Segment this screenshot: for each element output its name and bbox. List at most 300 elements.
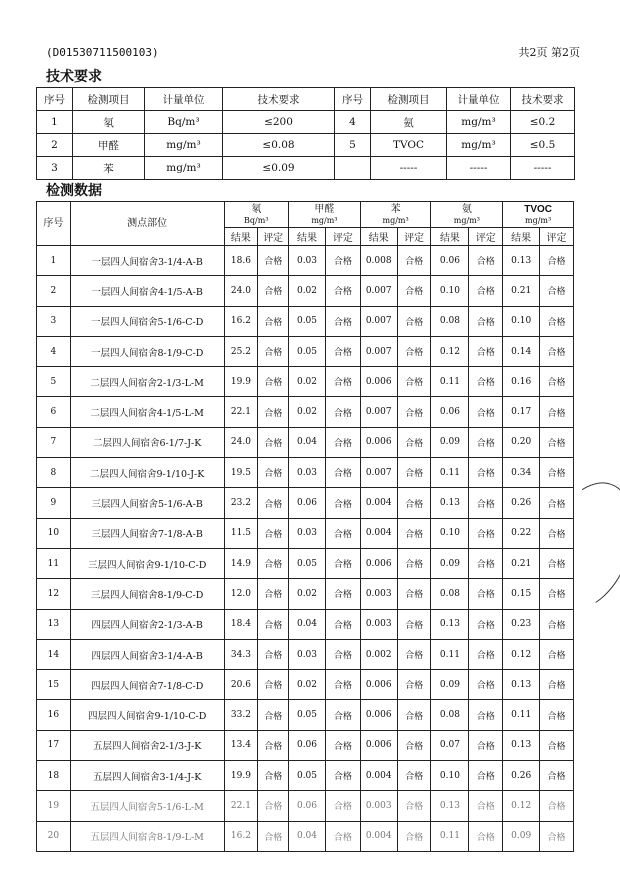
item-header-ammonia: 氨 mg/m³ [431, 202, 503, 228]
result-cell: 22.1 [224, 791, 258, 821]
req-cell: mg/m³ [145, 157, 223, 180]
result-cell: 0.09 [431, 670, 469, 700]
row-location: 四层四人间宿舍7-1/8-C-D [70, 670, 224, 700]
row-location: 一层四人间宿舍3-1/4-A-B [70, 246, 224, 276]
row-seq: 17 [37, 730, 71, 760]
table-row [37, 488, 574, 518]
result-cell: 0.006 [360, 670, 397, 700]
row-location: 二层四人间宿舍9-1/10-J-K [70, 458, 224, 488]
req-cell: 4 [335, 111, 371, 134]
table-row [37, 761, 574, 791]
evaluation-cell: 合格 [397, 730, 431, 760]
result-cell: 0.06 [431, 246, 469, 276]
evaluation-cell: 合格 [325, 761, 360, 791]
row-location: 三层四人间宿舍9-1/10-C-D [70, 548, 224, 578]
result-cell: 0.05 [289, 700, 326, 730]
result-cell: 19.9 [224, 761, 258, 791]
evaluation-cell: 合格 [258, 700, 289, 730]
row-seq: 15 [37, 670, 71, 700]
report-code: (D01530711500103) [46, 46, 159, 59]
result-cell: 0.05 [289, 306, 326, 336]
result-cell: 11.5 [224, 518, 258, 548]
table-row [37, 276, 574, 306]
result-cell: 0.006 [360, 367, 397, 397]
evaluation-cell: 合格 [325, 730, 360, 760]
evaluation-cell: 合格 [469, 397, 503, 427]
evaluation-cell: 合格 [469, 791, 503, 821]
result-cell: 0.14 [503, 336, 540, 366]
evaluation-cell: 合格 [469, 609, 503, 639]
result-cell: 0.26 [503, 488, 540, 518]
result-cell: 0.10 [431, 518, 469, 548]
evaluation-cell: 合格 [397, 639, 431, 669]
row-seq: 10 [37, 518, 71, 548]
result-cell: 0.02 [289, 367, 326, 397]
evaluation-cell: 合格 [325, 821, 360, 851]
evaluation-cell: 合格 [540, 427, 574, 457]
result-cell: 0.002 [360, 639, 397, 669]
evaluation-cell: 合格 [397, 609, 431, 639]
evaluation-cell: 合格 [397, 670, 431, 700]
row-location: 五层四人间宿舍2-1/3-J-K [70, 730, 224, 760]
evaluation-cell: 合格 [325, 397, 360, 427]
req-cell: 1 [37, 111, 73, 134]
row-location: 二层四人间宿舍6-1/7-J-K [70, 427, 224, 457]
result-cell: 0.007 [360, 276, 397, 306]
evaluation-cell: 合格 [325, 700, 360, 730]
evaluation-cell: 合格 [469, 579, 503, 609]
result-cell: 0.08 [431, 579, 469, 609]
evaluation-cell: 合格 [469, 336, 503, 366]
row-seq: 9 [37, 488, 71, 518]
evaluation-cell: 合格 [540, 306, 574, 336]
req-col-header: 检测项目 [73, 88, 145, 111]
row-seq: 18 [37, 761, 71, 791]
row-seq: 11 [37, 548, 71, 578]
row-location: 一层四人间宿舍4-1/5-A-B [70, 276, 224, 306]
evaluation-cell: 合格 [325, 548, 360, 578]
req-cell: mg/m³ [447, 134, 511, 157]
evaluation-cell: 合格 [469, 700, 503, 730]
evaluation-cell: 合格 [397, 791, 431, 821]
result-cell: 13.4 [224, 730, 258, 760]
evaluation-cell: 合格 [469, 670, 503, 700]
result-cell: 0.06 [289, 488, 326, 518]
req-cell: ----- [371, 157, 447, 180]
col-seq-header: 序号 [37, 202, 71, 246]
evaluation-cell: 合格 [258, 518, 289, 548]
table-row [37, 639, 574, 669]
result-cell: 23.2 [224, 488, 258, 518]
row-location: 一层四人间宿舍8-1/9-C-D [70, 336, 224, 366]
result-cell: 0.26 [503, 761, 540, 791]
row-seq: 6 [37, 397, 71, 427]
evaluation-cell: 合格 [540, 761, 574, 791]
result-cell: 0.03 [289, 518, 326, 548]
row-location: 三层四人间宿舍5-1/6-A-B [70, 488, 224, 518]
table-row [37, 397, 574, 427]
evaluation-cell: 合格 [397, 367, 431, 397]
result-cell: 0.03 [289, 458, 326, 488]
evaluation-cell: 合格 [325, 518, 360, 548]
req-cell: 5 [335, 134, 371, 157]
req-cell: 2 [37, 134, 73, 157]
evaluation-cell: 合格 [258, 548, 289, 578]
evaluation-cell: 合格 [540, 670, 574, 700]
req-cell: 3 [37, 157, 73, 180]
result-cell: 20.6 [224, 670, 258, 700]
table-row [37, 246, 574, 276]
evaluation-cell: 合格 [258, 336, 289, 366]
evaluation-header: 评定 [397, 228, 431, 246]
row-location: 三层四人间宿舍7-1/8-A-B [70, 518, 224, 548]
result-header: 结果 [224, 228, 258, 246]
evaluation-cell: 合格 [258, 639, 289, 669]
row-location: 三层四人间宿舍8-1/9-C-D [70, 579, 224, 609]
result-cell: 0.17 [503, 397, 540, 427]
result-cell: 0.20 [503, 427, 540, 457]
result-cell: 0.007 [360, 458, 397, 488]
result-cell: 34.3 [224, 639, 258, 669]
result-cell: 0.06 [431, 397, 469, 427]
result-cell: 0.03 [289, 639, 326, 669]
evaluation-cell: 合格 [540, 336, 574, 366]
result-cell: 0.21 [503, 548, 540, 578]
req-col-header: 检测项目 [371, 88, 447, 111]
result-cell: 0.003 [360, 791, 397, 821]
evaluation-cell: 合格 [258, 427, 289, 457]
result-cell: 0.07 [431, 730, 469, 760]
result-cell: 0.21 [503, 276, 540, 306]
table-row [37, 609, 574, 639]
result-cell: 0.007 [360, 336, 397, 366]
evaluation-cell: 合格 [397, 579, 431, 609]
evaluation-cell: 合格 [469, 276, 503, 306]
req-col-header: 技术要求 [223, 88, 335, 111]
req-cell: ≤0.08 [223, 134, 335, 157]
table-row [37, 670, 574, 700]
evaluation-cell: 合格 [469, 246, 503, 276]
evaluation-cell: 合格 [540, 821, 574, 851]
evaluation-cell: 合格 [469, 639, 503, 669]
evaluation-cell: 合格 [325, 609, 360, 639]
evaluation-cell: 合格 [540, 609, 574, 639]
req-cell: ----- [447, 157, 511, 180]
result-cell: 0.34 [503, 458, 540, 488]
table-row [37, 548, 574, 578]
result-cell: 0.13 [431, 609, 469, 639]
evaluation-cell: 合格 [258, 670, 289, 700]
requirements-title: 技术要求 [46, 69, 102, 85]
requirements-table [36, 87, 575, 180]
evaluation-cell: 合格 [540, 548, 574, 578]
req-col-header: 计量单位 [447, 88, 511, 111]
result-cell: 0.006 [360, 700, 397, 730]
evaluation-cell: 合格 [397, 700, 431, 730]
result-cell: 0.12 [503, 639, 540, 669]
evaluation-cell: 合格 [469, 488, 503, 518]
evaluation-cell: 合格 [469, 761, 503, 791]
evaluation-cell: 合格 [258, 579, 289, 609]
table-row [37, 306, 574, 336]
req-cell: ≤0.09 [223, 157, 335, 180]
evaluation-cell: 合格 [540, 458, 574, 488]
table-row [37, 700, 574, 730]
req-cell: 氨 [371, 111, 447, 134]
row-seq: 5 [37, 367, 71, 397]
req-cell: Bq/m³ [145, 111, 223, 134]
row-seq: 1 [37, 246, 71, 276]
evaluation-cell: 合格 [258, 367, 289, 397]
evaluation-cell: 合格 [397, 488, 431, 518]
result-cell: 0.11 [503, 700, 540, 730]
evaluation-cell: 合格 [258, 276, 289, 306]
item-header-radon: 氡 Bq/m³ [224, 202, 289, 228]
row-seq: 2 [37, 276, 71, 306]
result-cell: 0.05 [289, 761, 326, 791]
row-seq: 20 [37, 821, 71, 851]
evaluation-cell: 合格 [540, 488, 574, 518]
result-cell: 0.006 [360, 548, 397, 578]
result-cell: 0.10 [431, 276, 469, 306]
req-row [37, 157, 575, 180]
evaluation-cell: 合格 [397, 518, 431, 548]
evaluation-cell: 合格 [258, 761, 289, 791]
req-cell [335, 157, 371, 180]
evaluation-cell: 合格 [469, 518, 503, 548]
evaluation-cell: 合格 [397, 761, 431, 791]
result-cell: 0.09 [431, 548, 469, 578]
evaluation-cell: 合格 [397, 276, 431, 306]
evaluation-cell: 合格 [540, 367, 574, 397]
evaluation-cell: 合格 [540, 276, 574, 306]
evaluation-cell: 合格 [469, 821, 503, 851]
result-cell: 25.2 [224, 336, 258, 366]
evaluation-cell: 合格 [469, 367, 503, 397]
result-cell: 0.12 [431, 336, 469, 366]
evaluation-cell: 合格 [397, 548, 431, 578]
table-row [37, 791, 574, 821]
row-seq: 8 [37, 458, 71, 488]
evaluation-header: 评定 [325, 228, 360, 246]
result-cell: 0.03 [289, 246, 326, 276]
item-header-benzene: 苯 mg/m³ [360, 202, 431, 228]
result-cell: 0.22 [503, 518, 540, 548]
evaluation-cell: 合格 [469, 458, 503, 488]
result-cell: 0.13 [431, 488, 469, 518]
result-cell: 0.16 [503, 367, 540, 397]
result-cell: 0.004 [360, 518, 397, 548]
evaluation-cell: 合格 [540, 639, 574, 669]
result-cell: 0.04 [289, 427, 326, 457]
result-cell: 0.02 [289, 579, 326, 609]
req-cell: ≤0.5 [511, 134, 575, 157]
evaluation-cell: 合格 [469, 427, 503, 457]
req-cell: 甲醛 [73, 134, 145, 157]
result-header: 结果 [503, 228, 540, 246]
result-cell: 19.9 [224, 367, 258, 397]
result-cell: 0.007 [360, 306, 397, 336]
row-seq: 16 [37, 700, 71, 730]
result-cell: 0.02 [289, 397, 326, 427]
req-cell: mg/m³ [145, 134, 223, 157]
result-cell: 18.4 [224, 609, 258, 639]
evaluation-cell: 合格 [325, 791, 360, 821]
evaluation-cell: 合格 [540, 397, 574, 427]
evaluation-cell: 合格 [325, 639, 360, 669]
req-cell: 苯 [73, 157, 145, 180]
evaluation-cell: 合格 [397, 306, 431, 336]
result-cell: 18.6 [224, 246, 258, 276]
result-cell: 0.13 [503, 730, 540, 760]
row-seq: 4 [37, 336, 71, 366]
page-info: 共2页 第2页 [518, 46, 580, 59]
result-cell: 0.04 [289, 609, 326, 639]
evaluation-cell: 合格 [397, 246, 431, 276]
evaluation-cell: 合格 [540, 518, 574, 548]
evaluation-cell: 合格 [397, 336, 431, 366]
evaluation-cell: 合格 [469, 306, 503, 336]
result-cell: 0.04 [289, 821, 326, 851]
result-cell: 24.0 [224, 427, 258, 457]
result-cell: 0.05 [289, 336, 326, 366]
table-row [37, 821, 574, 851]
result-cell: 0.004 [360, 821, 397, 851]
result-cell: 0.004 [360, 761, 397, 791]
table-row [37, 458, 574, 488]
evaluation-cell: 合格 [325, 246, 360, 276]
row-seq: 19 [37, 791, 71, 821]
result-cell: 0.13 [503, 246, 540, 276]
req-cell: TVOC [371, 134, 447, 157]
result-cell: 12.0 [224, 579, 258, 609]
data-table [36, 201, 574, 852]
evaluation-cell: 合格 [258, 306, 289, 336]
result-cell: 0.06 [289, 791, 326, 821]
result-cell: 16.2 [224, 821, 258, 851]
result-cell: 0.06 [289, 730, 326, 760]
row-location: 一层四人间宿舍5-1/6-C-D [70, 306, 224, 336]
evaluation-cell: 合格 [258, 246, 289, 276]
evaluation-cell: 合格 [397, 397, 431, 427]
result-cell: 14.9 [224, 548, 258, 578]
item-header-tvoc: TVOC mg/m³ [503, 202, 574, 228]
result-cell: 0.02 [289, 670, 326, 700]
row-location: 四层四人间宿舍3-1/4-A-B [70, 639, 224, 669]
result-header: 结果 [289, 228, 326, 246]
result-cell: 0.003 [360, 579, 397, 609]
evaluation-cell: 合格 [258, 488, 289, 518]
evaluation-cell: 合格 [397, 458, 431, 488]
evaluation-cell: 合格 [258, 821, 289, 851]
col-location-header: 测点部位 [70, 202, 224, 246]
evaluation-cell: 合格 [540, 791, 574, 821]
row-location: 二层四人间宿舍2-1/3-L-M [70, 367, 224, 397]
req-cell: ≤0.2 [511, 111, 575, 134]
evaluation-cell: 合格 [397, 427, 431, 457]
result-cell: 0.007 [360, 397, 397, 427]
row-location: 五层四人间宿舍5-1/6-L-M [70, 791, 224, 821]
evaluation-cell: 合格 [540, 730, 574, 760]
result-cell: 33.2 [224, 700, 258, 730]
table-row [37, 518, 574, 548]
evaluation-cell: 合格 [325, 488, 360, 518]
req-col-header: 计量单位 [145, 88, 223, 111]
evaluation-cell: 合格 [469, 548, 503, 578]
row-location: 二层四人间宿舍4-1/5-L-M [70, 397, 224, 427]
result-cell: 24.0 [224, 276, 258, 306]
table-row [37, 579, 574, 609]
req-col-header: 技术要求 [511, 88, 575, 111]
result-cell: 0.10 [431, 761, 469, 791]
evaluation-cell: 合格 [258, 397, 289, 427]
result-cell: 0.11 [431, 821, 469, 851]
result-cell: 0.05 [289, 548, 326, 578]
evaluation-cell: 合格 [397, 821, 431, 851]
evaluation-cell: 合格 [258, 791, 289, 821]
req-cell: 氡 [73, 111, 145, 134]
result-cell: 0.23 [503, 609, 540, 639]
evaluation-cell: 合格 [325, 276, 360, 306]
table-row [37, 336, 574, 366]
evaluation-cell: 合格 [325, 579, 360, 609]
evaluation-cell: 合格 [540, 700, 574, 730]
evaluation-header: 评定 [469, 228, 503, 246]
result-cell: 0.09 [503, 821, 540, 851]
evaluation-cell: 合格 [469, 730, 503, 760]
result-header: 结果 [431, 228, 469, 246]
req-row [37, 134, 575, 157]
result-cell: 0.08 [431, 700, 469, 730]
evaluation-cell: 合格 [258, 730, 289, 760]
result-cell: 0.006 [360, 427, 397, 457]
result-cell: 0.12 [503, 791, 540, 821]
result-cell: 0.15 [503, 579, 540, 609]
result-cell: 0.008 [360, 246, 397, 276]
req-cell: ----- [511, 157, 575, 180]
table-row [37, 427, 574, 457]
row-seq: 14 [37, 639, 71, 669]
req-cell: mg/m³ [447, 111, 511, 134]
evaluation-cell: 合格 [325, 458, 360, 488]
result-cell: 16.2 [224, 306, 258, 336]
result-cell: 0.004 [360, 488, 397, 518]
row-location: 五层四人间宿舍3-1/4-J-K [70, 761, 224, 791]
row-seq: 7 [37, 427, 71, 457]
result-cell: 0.11 [431, 639, 469, 669]
row-seq: 3 [37, 306, 71, 336]
result-header: 结果 [360, 228, 397, 246]
result-cell: 0.13 [431, 791, 469, 821]
req-col-header: 序号 [335, 88, 371, 111]
result-cell: 0.08 [431, 306, 469, 336]
row-location: 四层四人间宿舍9-1/10-C-D [70, 700, 224, 730]
evaluation-cell: 合格 [258, 458, 289, 488]
result-cell: 0.11 [431, 458, 469, 488]
table-row [37, 367, 574, 397]
result-cell: 0.02 [289, 276, 326, 306]
evaluation-header: 评定 [540, 228, 574, 246]
item-header-formaldehyde: 甲醛 mg/m³ [289, 202, 361, 228]
result-cell: 0.003 [360, 609, 397, 639]
evaluation-cell: 合格 [325, 306, 360, 336]
result-cell: 0.11 [431, 367, 469, 397]
result-cell: 0.10 [503, 306, 540, 336]
evaluation-header: 评定 [258, 228, 289, 246]
req-cell: ≤200 [223, 111, 335, 134]
result-cell: 0.09 [431, 427, 469, 457]
result-cell: 0.13 [503, 670, 540, 700]
